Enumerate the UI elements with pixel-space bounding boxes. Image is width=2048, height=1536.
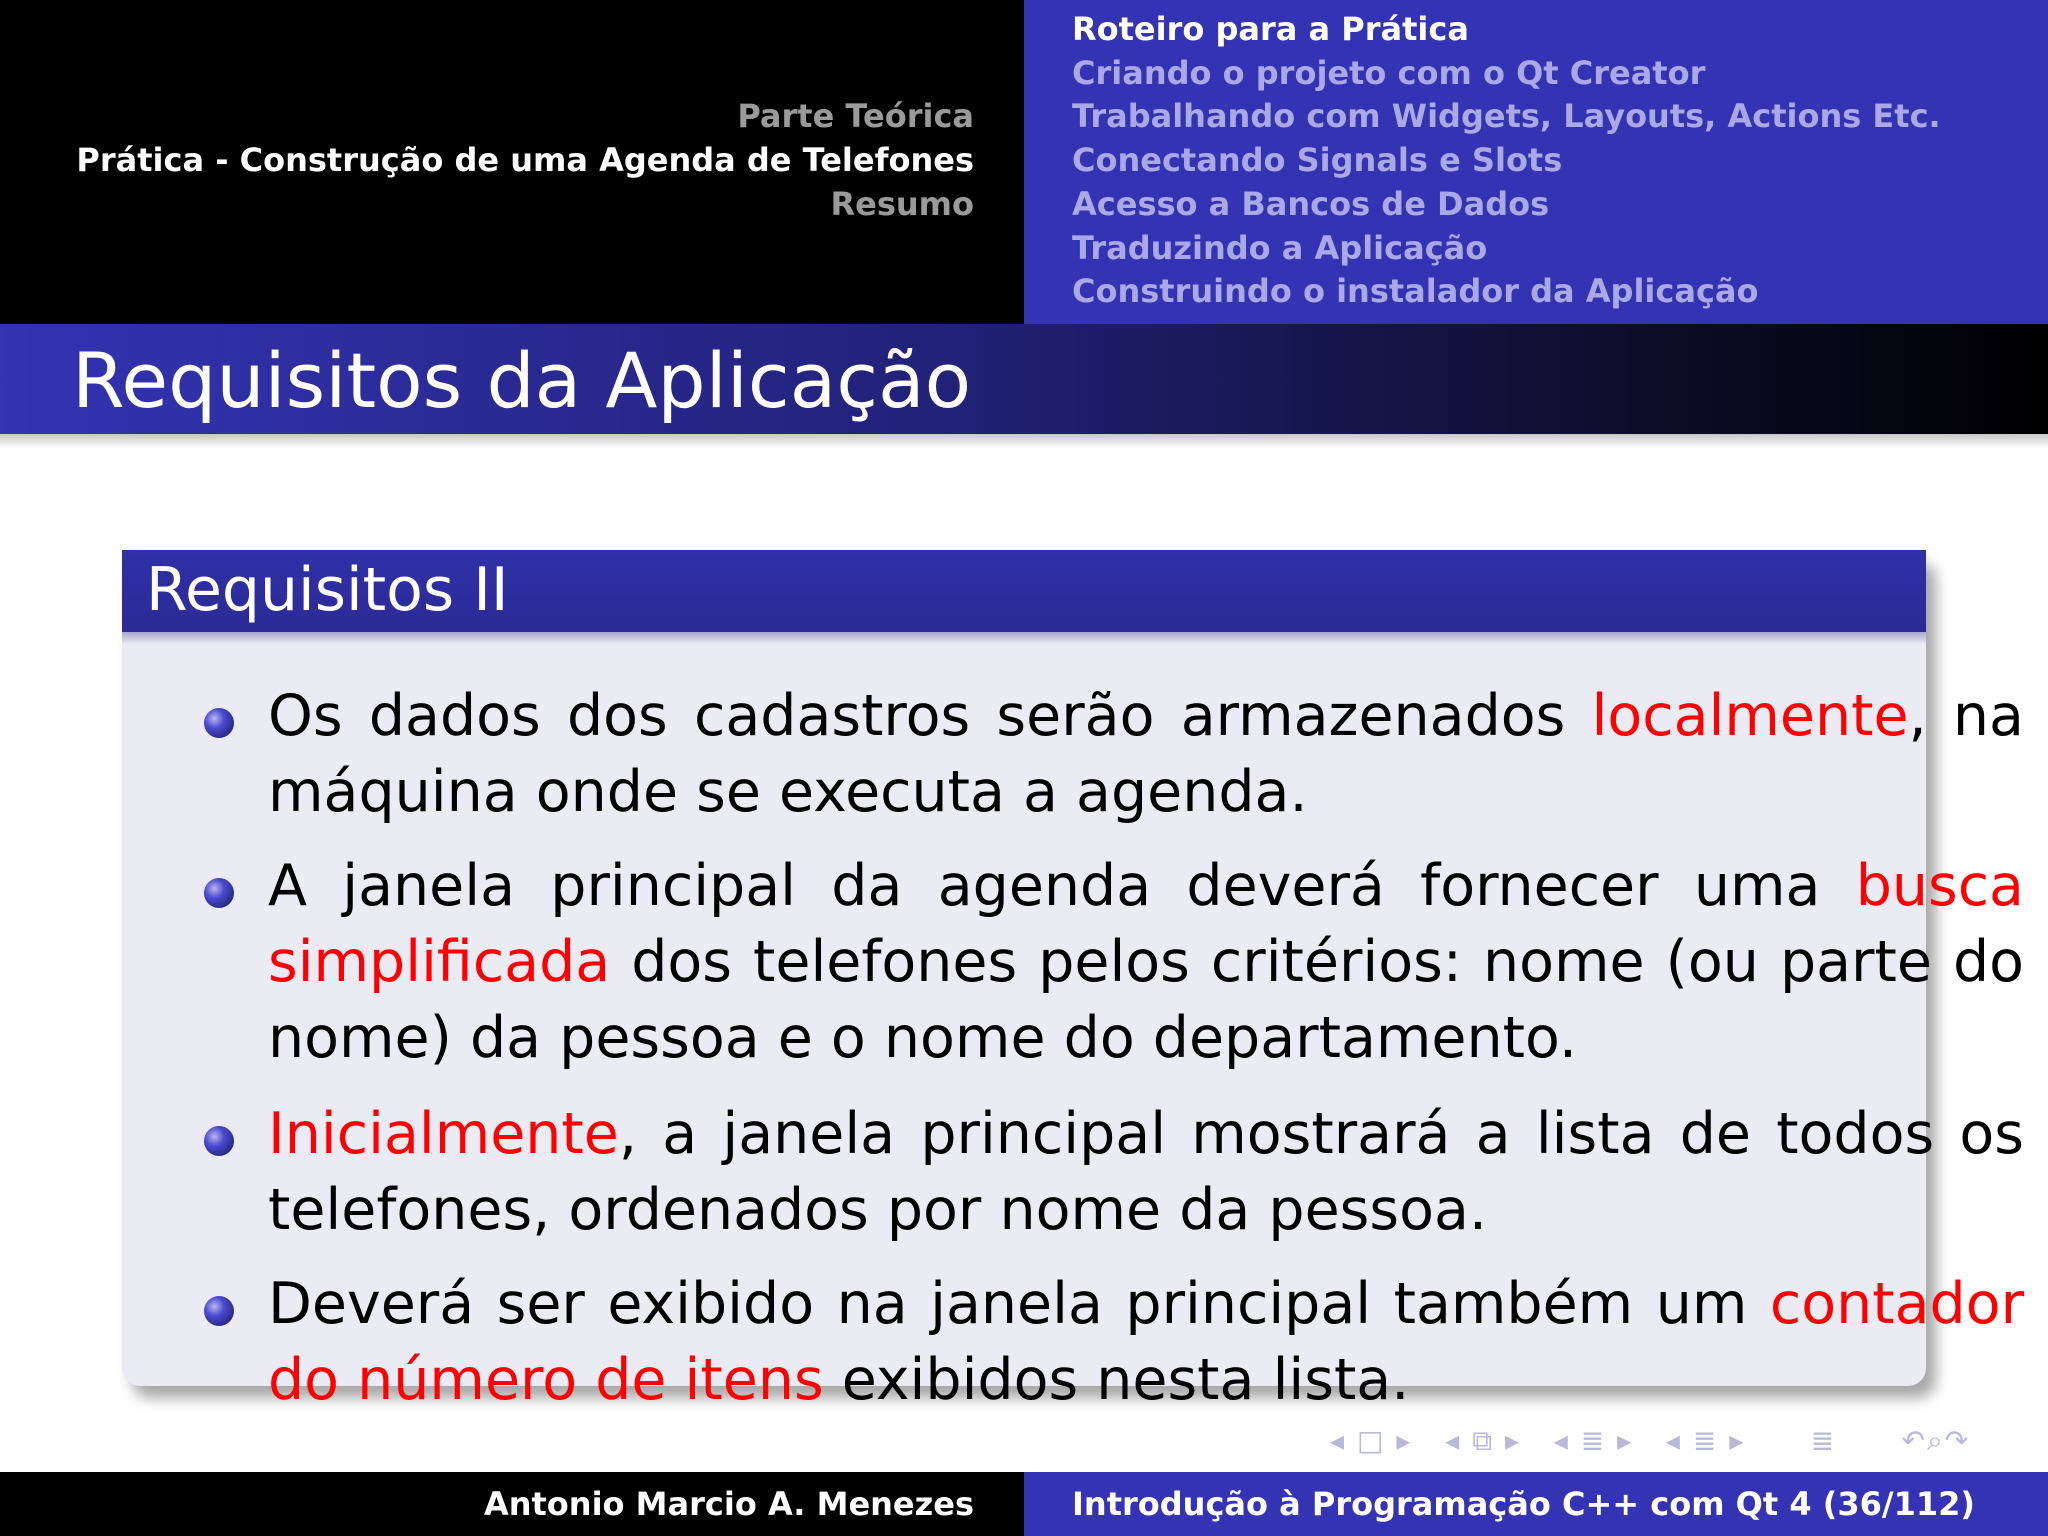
subsection-nav-list — [1072, 8, 1941, 314]
bullet-icon — [204, 1296, 234, 1326]
item-text: Deverá ser exibido na janela principal também um — [268, 1271, 1770, 1337]
subsection-link-roteiro[interactable]: Roteiro para a Prática — [1072, 10, 1469, 48]
content-block — [122, 550, 2024, 1413]
title-bar-shadow — [0, 434, 2048, 448]
item-text: , na máquina onde se executa a agenda. — [268, 683, 2024, 825]
toc-icon[interactable]: ≣ — [1810, 1424, 1837, 1457]
back-icon[interactable]: ↶ — [1901, 1424, 1928, 1457]
block-header-shadow — [122, 632, 1926, 644]
item-text: dos telefones pelos critérios: nome (ou parte do nome) da pessoa e o nome do departamento. — [268, 929, 2024, 1071]
part-prev-icon[interactable]: ◂ — [1665, 1424, 1682, 1457]
part-next-icon[interactable]: ▸ — [1729, 1424, 1746, 1457]
section-link-resumo[interactable]: Resumo — [830, 185, 974, 223]
subsection-link-signals-slots[interactable]: Conectando Signals e Slots — [1072, 141, 1563, 180]
subsection-link-widgets[interactable]: Trabalhando com Widgets, Layouts, Actions Etc. — [1072, 97, 1941, 136]
footer-author: Antonio Marcio A. Menezes — [483, 1485, 974, 1523]
item-highlight: Inicialmente — [268, 1101, 619, 1167]
section-link-parte-teorica[interactable]: Parte Teórica — [737, 97, 974, 135]
forward-icon[interactable]: ↷ — [1944, 1424, 1971, 1457]
footer-course-panel — [1024, 1472, 2048, 1536]
section-link-pratica[interactable]: Prática - Construção de uma Agenda de Telefones — [76, 141, 974, 179]
item-highlight: localmente — [1591, 683, 1909, 749]
frame-icon[interactable]: □ — [1356, 1424, 1386, 1457]
item-text: Os dados dos cadastros serão armazenados — [268, 683, 1592, 749]
beamer-navigation-bar — [1330, 1424, 1970, 1458]
list-item — [268, 678, 2024, 830]
bullet-icon — [204, 1126, 234, 1156]
subsection-icon[interactable]: ⧉ — [1472, 1424, 1495, 1457]
slide-title: Requisitos da Aplicação — [72, 336, 972, 425]
section-nav-list — [76, 94, 974, 226]
footer-author-panel — [0, 1472, 1024, 1536]
subsection-link-traduzindo[interactable]: Traduzindo a Aplicação — [1072, 228, 1488, 267]
part-icon[interactable]: ≣ — [1692, 1424, 1719, 1457]
subsection-link-bancos-dados[interactable]: Acesso a Bancos de Dados — [1072, 184, 1550, 223]
list-item — [268, 848, 2024, 1076]
bullet-icon — [204, 708, 234, 738]
list-item — [268, 1266, 2024, 1418]
item-highlight: busca simplificada — [268, 853, 2024, 995]
item-highlight: contador do número de itens — [268, 1271, 2024, 1413]
item-text: exibidos nesta lista. — [823, 1347, 1410, 1413]
subsection-link-qt-creator[interactable]: Criando o projeto com o Qt Creator — [1072, 53, 1706, 92]
header-subsections-panel — [1024, 0, 2048, 324]
section-prev-icon[interactable]: ◂ — [1553, 1424, 1570, 1457]
section-icon[interactable]: ≣ — [1580, 1424, 1607, 1457]
section-next-icon[interactable]: ▸ — [1617, 1424, 1634, 1457]
frame-prev-icon[interactable]: ◂ — [1330, 1424, 1347, 1457]
frame-next-icon[interactable]: ▸ — [1396, 1424, 1413, 1457]
header-sections-panel — [0, 0, 1024, 324]
block-header — [122, 550, 1926, 632]
block-title: Requisitos II — [146, 555, 509, 625]
subsection-link-instalador[interactable]: Construindo o instalador da Aplicação — [1072, 272, 1759, 311]
item-text: , a janela principal mostrará a lista de todos os telefones, ordenados por nome da pessoa. — [268, 1101, 2024, 1243]
list-item — [268, 1096, 2024, 1248]
bullet-icon — [204, 878, 234, 908]
footer-course-title: Introdução à Programação C++ com Qt 4 (36/112) — [1072, 1485, 1975, 1523]
subsection-next-icon[interactable]: ▸ — [1504, 1424, 1522, 1457]
search-icon[interactable]: ⌕ — [1927, 1424, 1945, 1457]
subsection-prev-icon[interactable]: ◂ — [1445, 1424, 1462, 1457]
item-text: A janela principal da agenda deverá fornecer uma — [268, 853, 1856, 919]
